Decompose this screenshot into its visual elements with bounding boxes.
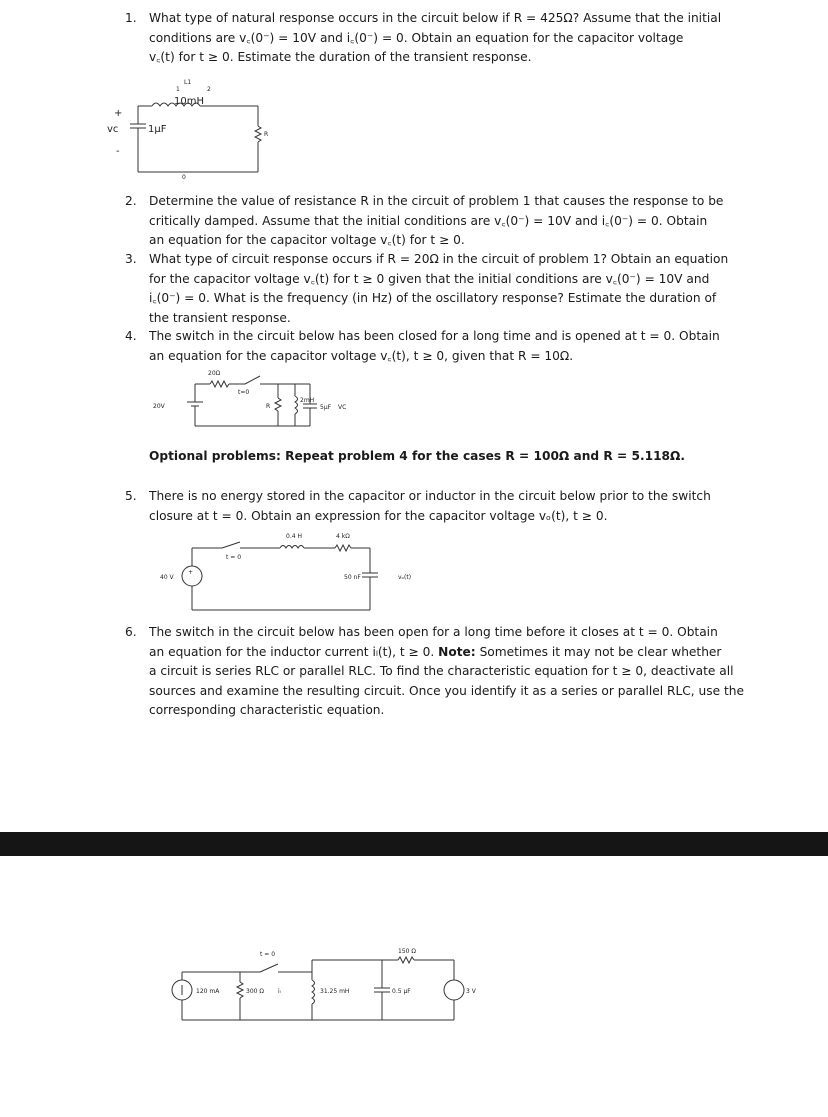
problem-text-line: a circuit is series RLC or parallel RLC. To find the characteristic equation for t ≥ 0, deactivate all xyxy=(149,664,734,678)
current-source-label: 120 mA xyxy=(196,988,220,995)
current-label: iₗ xyxy=(278,988,281,995)
node-label: 2 xyxy=(207,86,211,93)
problem-6 xyxy=(125,623,744,721)
voltage-source-3v xyxy=(444,980,464,1000)
problem-text-line: There is no energy stored in the capacitor or inductor in the circuit below prior to the switch xyxy=(149,489,711,503)
inductance-label: 0.4 H xyxy=(286,533,302,540)
resistor-label: 20Ω xyxy=(208,370,221,377)
node-label: 1 xyxy=(176,86,180,93)
switch-blade xyxy=(260,964,278,972)
resistor-r xyxy=(255,126,261,142)
capacitance-label: 50 nF xyxy=(344,574,361,581)
capacitance-label: 0.5 μF xyxy=(392,988,411,995)
vc-label: VC xyxy=(338,404,347,411)
problem-text: an equation for the inductor current iₗ(t), t ≥ 0. xyxy=(149,644,435,659)
optional-problems: Optional problems: Repeat problem 4 for the cases R = 100Ω and R = 5.118Ω. xyxy=(149,449,686,463)
resistor-r xyxy=(275,398,281,411)
image-divider xyxy=(0,832,828,856)
inductance-label: 10mH xyxy=(174,96,204,107)
source-label: 40 V xyxy=(160,574,174,581)
switch-blade xyxy=(245,376,260,384)
problem-text-line: critically damped. Assume that the initial conditions are v꜀(0⁻) = 10V and i꜀(0⁻) = 0. Obtain xyxy=(149,213,708,228)
problem-text-line: sources and examine the resulting circuit. Once you identify it as a series or parallel RLC, use the xyxy=(149,683,744,698)
problem-text-line: What type of natural response occurs in the circuit below if R = 425Ω? Assume that the initial xyxy=(149,11,722,25)
capacitance-label: 1μF xyxy=(148,124,167,135)
problem-4 xyxy=(125,327,720,366)
resistor-150-ohm xyxy=(398,957,414,963)
problem-text-line: the transient response. xyxy=(149,310,291,325)
resistor-300-ohm xyxy=(237,982,243,998)
plus-sign: + xyxy=(114,108,123,119)
voltage-source-label: 3 V xyxy=(466,988,476,995)
problem-text-line: conditions are v꜀(0⁻) = 10V and i꜀(0⁻) = 0. Obtain an equation for the capacitor voltage xyxy=(149,30,684,45)
circuit-6-diagram xyxy=(160,946,480,1036)
note-text: Sometimes it may not be clear whether xyxy=(479,644,722,659)
problem-number: 2. xyxy=(125,194,137,208)
inductance-label: 2mH xyxy=(300,397,315,404)
problem-text-line xyxy=(125,643,744,663)
circuit-4-diagram xyxy=(150,364,390,440)
node-label: 0 xyxy=(182,174,186,181)
resistor-label: R xyxy=(266,403,271,410)
problem-3 xyxy=(125,250,728,328)
problem-5 xyxy=(125,487,711,526)
inductor-31-25mh xyxy=(312,980,315,1004)
problem-text-line: an equation for the capacitor voltage v꜀(t), t ≥ 0, given that R = 10Ω. xyxy=(149,348,574,363)
resistor-label: R xyxy=(264,131,269,138)
inductor-2mh xyxy=(295,396,298,414)
problem-text-line: The switch in the circuit below has been open for a long time before it closes at t = 0. Obtain xyxy=(149,625,718,639)
node-label: L1 xyxy=(184,79,192,86)
capacitance-label: 5μF xyxy=(320,404,332,411)
problem-text-line: corresponding characteristic equation. xyxy=(149,703,385,717)
minus-sign: - xyxy=(116,146,120,157)
problem-number: 3. xyxy=(125,252,137,266)
inductor-0-4h xyxy=(280,546,304,549)
switch-blade xyxy=(222,542,240,548)
problem-number: 6. xyxy=(125,625,137,639)
switch-label: t=0 xyxy=(238,389,250,396)
switch-label: t = 0 xyxy=(226,554,242,561)
problem-1 xyxy=(125,9,721,68)
resistance-label: 150 Ω xyxy=(398,948,416,955)
problem-text-line: i꜀(0⁻) = 0. What is the frequency (in Hz) of the oscillatory response? Estimate the duration of xyxy=(149,291,717,305)
worksheet-page-bottom xyxy=(0,856,828,1117)
svg-text:+: + xyxy=(188,569,194,576)
problem-text-line: The switch in the circuit below has been closed for a long time and is opened at t = 0. Obtain xyxy=(149,329,720,343)
problem-text-line: for the capacitor voltage v꜀(t) for t ≥ 0 given that the initial conditions are v꜀(0⁻) = 10V and xyxy=(149,271,710,286)
circuit-5-diagram xyxy=(150,526,440,616)
vo-label: vₒ(t) xyxy=(398,574,412,581)
note-label: Note: xyxy=(438,644,476,659)
resistance-label: 4 kΩ xyxy=(336,533,350,540)
problem-number: 4. xyxy=(125,329,137,343)
problem-number: 5. xyxy=(125,489,137,503)
problem-text-line: v꜀(t) for t ≥ 0. Estimate the duration of the transient response. xyxy=(149,50,532,64)
source-label: 20V xyxy=(153,403,165,410)
resistance-label: 300 Ω xyxy=(246,988,264,995)
circuit-1-diagram xyxy=(100,76,300,182)
problem-text-line: closure at t = 0. Obtain an expression for the capacitor voltage vₒ(t), t ≥ 0. xyxy=(149,508,608,523)
vc-label: vc xyxy=(107,124,119,135)
resistor-4k xyxy=(335,545,351,551)
resistor-20-ohm xyxy=(210,381,229,387)
problem-2 xyxy=(125,192,723,251)
inductance-label: 31.25 mH xyxy=(320,988,350,995)
switch-label: t = 0 xyxy=(260,951,276,958)
problem-text-line: What type of circuit response occurs if R = 20Ω in the circuit of problem 1? Obtain an equation xyxy=(149,252,729,266)
problem-text-line: Determine the value of resistance R in the circuit of problem 1 that causes the response to be xyxy=(149,194,724,208)
problem-number: 1. xyxy=(125,11,137,25)
problem-text-line: an equation for the capacitor voltage v꜀(t) for t ≥ 0. xyxy=(149,233,465,247)
